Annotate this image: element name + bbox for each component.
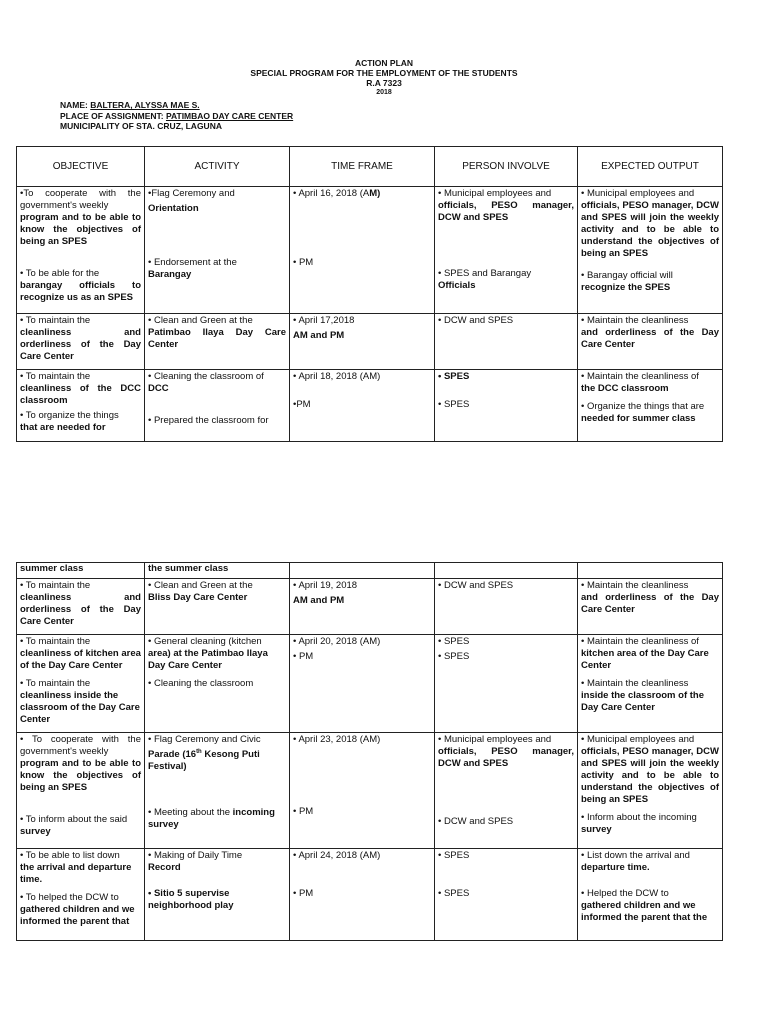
objective-cell: • To cooperate with the government's weekly program and to be able to know the objectives of being an SPES • To inform about the said survey	[17, 733, 145, 849]
objective-cell: • To maintain the cleanliness of kitchen area of the Day Care Center • To maintain the cleanliness inside the classroom of the Day Care Center	[17, 635, 145, 733]
activity-cell: • General cleaning (kitchen area) at the Patimbao Ilaya Day Care Center • Cleaning the classroom	[145, 635, 290, 733]
person-involve-cell: • SPES • SPES	[435, 370, 578, 442]
person-involve-cell: • SPES • SPES	[435, 635, 578, 733]
table-row	[17, 563, 723, 579]
table-row	[17, 849, 723, 941]
activity-cell: • Making of Daily Time Record • Sitio 5 supervise neighborhood play	[145, 849, 290, 941]
table-row	[17, 579, 723, 635]
objective-cell: • To maintain the cleanliness and orderliness of the Day Care Center	[17, 314, 145, 370]
action-plan-table-page1	[16, 146, 723, 442]
person-involve-cell: • SPES • SPES	[435, 849, 578, 941]
time-frame-cell: • April 19, 2018 AM and PM	[290, 579, 435, 635]
expected-output-cell: • Municipal employees and officials, PESO manager, DCW and SPES will join the weekly activity and to be able to understand the objectives of being an SPES • Barangay official will recognize the SPES	[578, 187, 723, 314]
time-frame-cell: • April 20, 2018 (AM) • PM	[290, 635, 435, 733]
action-plan-table-page2	[16, 562, 723, 941]
place-line: PLACE OF ASSIGNMENT: PATIMBAO DAY CARE CENTER	[60, 110, 294, 121]
expected-output-cell: • Municipal employees and officials, PESO manager, DCW and SPES will join the weekly activity and to be able to understand the objectives of being an SPES • Inform about the incoming survey	[578, 733, 723, 849]
person-involve-cell: • DCW and SPES	[435, 314, 578, 370]
col-objective: OBJECTIVE	[17, 147, 145, 187]
person-involve-cell: • Municipal employees and officials, PESO manager, DCW and SPES • DCW and SPES	[435, 733, 578, 849]
document-header	[0, 58, 768, 98]
activity-cell: • Clean and Green at the Bliss Day Care Center	[145, 579, 290, 635]
activity-cell: the summer class	[145, 563, 290, 579]
expected-output-cell: • Maintain the cleanliness and orderliness of the Day Care Center	[578, 314, 723, 370]
expected-output-cell: • Maintain the cleanliness and orderliness of the Day Care Center	[578, 579, 723, 635]
student-info	[60, 100, 293, 132]
municipality: MUNICIPALITY OF STA. CRUZ, LAGUNA	[60, 121, 222, 131]
expected-output-cell: • List down the arrival and departure time. • Helped the DCW to gathered children and we informed the parent that the	[578, 849, 723, 941]
name-line: NAME: BALTERA, ALYSSA MAE S.	[60, 100, 200, 110]
objective-cell: • To be able to list down the arrival and departure time. • To helped the DCW to gathered children and we informed the parent that	[17, 849, 145, 941]
table-header-row	[17, 147, 723, 187]
activity-cell: • Flag Ceremony and Civic Parade (16th Kesong Puti Festival) • Meeting about the incoming survey	[145, 733, 290, 849]
time-frame-cell: • April 18, 2018 (AM) •PM	[290, 370, 435, 442]
activity-cell: • Clean and Green at the Patimbao Ilaya Day Care Center	[145, 314, 290, 370]
col-activity: ACTIVITY	[145, 147, 290, 187]
person-involve-cell: • DCW and SPES	[435, 579, 578, 635]
expected-output-cell	[578, 563, 723, 579]
table-row	[17, 370, 723, 442]
person-involve-cell	[435, 563, 578, 579]
person-involve-cell: • Municipal employees and officials, PESO manager, DCW and SPES • SPES and Barangay Officials	[435, 187, 578, 314]
col-time-frame: TIME FRAME	[290, 147, 435, 187]
col-person-involve: PERSON INVOLVE	[435, 147, 578, 187]
time-frame-cell: • April 16, 2018 (AM) • PM	[290, 187, 435, 314]
objective-cell: summer class	[17, 563, 145, 579]
activity-cell: • Cleaning the classroom of DCC • Prepared the classroom for	[145, 370, 290, 442]
table-row	[17, 733, 723, 849]
table-row	[17, 314, 723, 370]
time-frame-cell: • April 23, 2018 (AM) • PM	[290, 733, 435, 849]
objective-cell: •To cooperate with the government's weekly program and to be able to know the objectives of being an SPES • To be able for the barangay officials to recognize us as an SPES	[17, 187, 145, 314]
col-expected-output: EXPECTED OUTPUT	[578, 147, 723, 187]
time-frame-cell: • April 24, 2018 (AM) • PM	[290, 849, 435, 941]
expected-output-cell: • Maintain the cleanliness of kitchen area of the Day Care Center • Maintain the cleanliness inside the classroom of the Day Care Center	[578, 635, 723, 733]
student-name: BALTERA, ALYSSA MAE S.	[90, 100, 200, 110]
table-row	[17, 635, 723, 733]
time-frame-cell	[290, 563, 435, 579]
assignment-place: PATIMBAO DAY CARE CENTER	[165, 110, 294, 121]
republic-act: R.A 7323	[366, 78, 402, 88]
table-row	[17, 187, 723, 314]
time-frame-cell: • April 17,2018 AM and PM	[290, 314, 435, 370]
activity-cell: •Flag Ceremony and Orientation • Endorsement at the Barangay	[145, 187, 290, 314]
year: 2018	[376, 89, 392, 96]
objective-cell: • To maintain the cleanliness and orderliness of the Day Care Center	[17, 579, 145, 635]
program-title: SPECIAL PROGRAM FOR THE EMPLOYMENT OF THE STUDENTS	[250, 68, 518, 78]
expected-output-cell: • Maintain the cleanliness of the DCC classroom • Organize the things that are needed for summer class	[578, 370, 723, 442]
objective-cell: • To maintain the cleanliness of the DCC classroom • To organize the things that are needed for	[17, 370, 145, 442]
doc-title: ACTION PLAN	[354, 58, 414, 68]
